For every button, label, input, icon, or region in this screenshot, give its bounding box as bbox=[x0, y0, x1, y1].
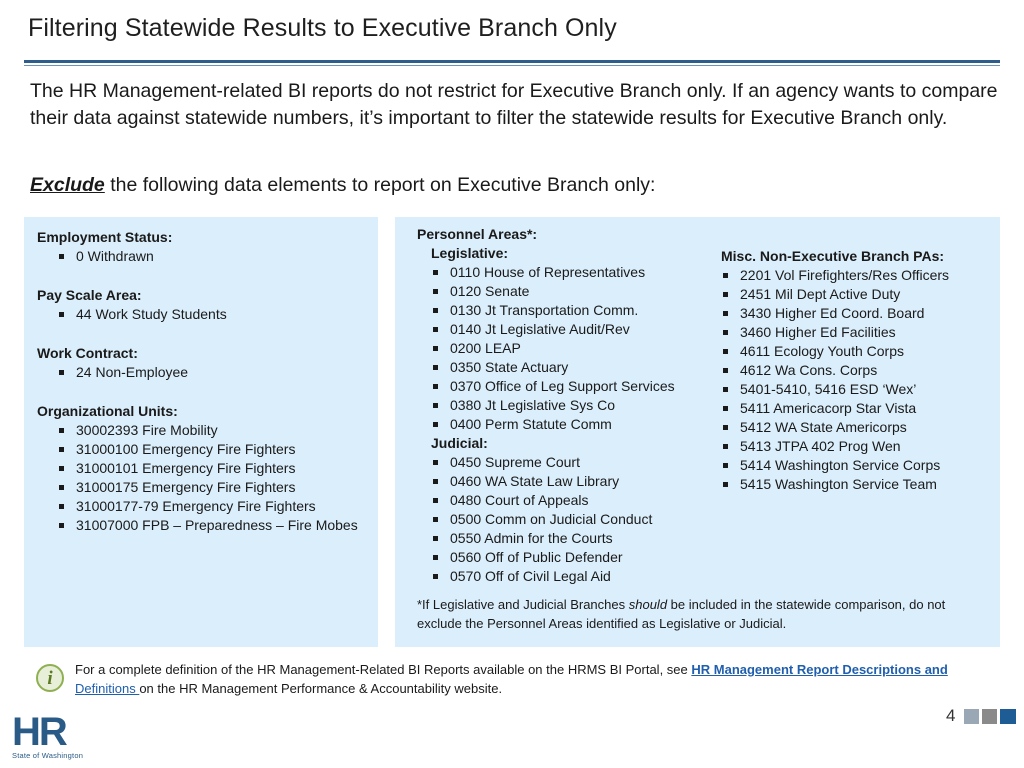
report-descriptions-link[interactable]: HR Management Report Descriptions and bbox=[691, 662, 948, 677]
list-item: 0130 Jt Transportation Comm. bbox=[431, 301, 675, 320]
employment-status-list bbox=[57, 247, 172, 266]
work-contract-list bbox=[57, 363, 188, 382]
judicial-label: Judicial: bbox=[431, 435, 488, 451]
work-contract-section bbox=[37, 344, 188, 382]
misc-pa-list bbox=[721, 266, 949, 494]
exclude-text: the following data elements to report on Executive Branch only: bbox=[104, 174, 656, 196]
list-item: 31000175 Emergency Fire Fighters bbox=[57, 478, 358, 497]
list-item: 31000100 Emergency Fire Fighters bbox=[57, 440, 358, 459]
list-item: 0460 WA State Law Library bbox=[431, 472, 675, 491]
info-icon bbox=[36, 664, 64, 692]
list-item: 2451 Mil Dept Active Duty bbox=[721, 285, 949, 304]
list-item: 4611 Ecology Youth Corps bbox=[721, 342, 949, 361]
pay-scale-area-list bbox=[57, 305, 227, 324]
left-panel bbox=[24, 217, 378, 647]
decorative-square-icon bbox=[964, 709, 979, 724]
list-item: 0450 Supreme Court bbox=[431, 453, 675, 472]
list-item: 0500 Comm on Judicial Conduct bbox=[431, 510, 675, 529]
intro-paragraph: The HR Management-related BI reports do not restrict for Executive Branch only. If an agency wants to compare their data against statewide numbers, it’s important to filter the statewide results for Executive Branch only. bbox=[30, 80, 998, 129]
list-item: 5414 Washington Service Corps bbox=[721, 456, 949, 475]
list-item: 31000177-79 Emergency Fire Fighters bbox=[57, 497, 358, 516]
title-divider-thin bbox=[24, 65, 1000, 66]
right-panel bbox=[395, 217, 1000, 647]
list-item: 0200 LEAP bbox=[431, 339, 675, 358]
list-item: 0380 Jt Legislative Sys Co bbox=[431, 396, 675, 415]
list-item: 44 Work Study Students bbox=[57, 305, 227, 324]
list-item: 0550 Admin for the Courts bbox=[431, 529, 675, 548]
list-item: 2201 Vol Firefighters/Res Officers bbox=[721, 266, 949, 285]
list-item: 5415 Washington Service Team bbox=[721, 475, 949, 494]
list-item: 0120 Senate bbox=[431, 282, 675, 301]
footnote bbox=[417, 595, 987, 633]
definitions-link[interactable]: Definitions bbox=[75, 681, 140, 696]
list-item: 0350 State Actuary bbox=[431, 358, 675, 377]
list-item: 5401-5410, 5416 ESD ‘Wex’ bbox=[721, 380, 949, 399]
employment-status-heading: Employment Status: bbox=[37, 229, 173, 245]
footnote-emphasis: should bbox=[628, 597, 668, 612]
legislative-label: Legislative: bbox=[431, 245, 509, 261]
exclude-instruction bbox=[30, 174, 655, 197]
list-item: 24 Non-Employee bbox=[57, 363, 188, 382]
org-units-heading: Organizational Units: bbox=[37, 403, 178, 419]
org-units-list bbox=[57, 421, 358, 535]
list-item: 0110 House of Representatives bbox=[431, 263, 675, 282]
list-item: 5411 Americacorp Star Vista bbox=[721, 399, 949, 418]
legislative-list bbox=[431, 263, 675, 434]
org-units-section bbox=[37, 402, 358, 535]
list-item: 0140 Jt Legislative Audit/Rev bbox=[431, 320, 675, 339]
pay-scale-area-heading: Pay Scale Area: bbox=[37, 287, 142, 303]
employment-status-section bbox=[37, 228, 172, 266]
list-item: 0 Withdrawn bbox=[57, 247, 172, 266]
exclude-keyword: Exclude bbox=[30, 174, 105, 196]
hr-logo-text: HR bbox=[12, 710, 66, 754]
list-item: 4612 Wa Cons. Corps bbox=[721, 361, 949, 380]
hr-logo bbox=[12, 712, 92, 760]
decorative-square-icon bbox=[982, 709, 997, 724]
work-contract-heading: Work Contract: bbox=[37, 345, 138, 361]
misc-pa-section bbox=[721, 247, 949, 494]
list-item: 5413 JTPA 402 Prog Wen bbox=[721, 437, 949, 456]
judicial-list bbox=[431, 453, 675, 586]
list-item: 30002393 Fire Mobility bbox=[57, 421, 358, 440]
footer-post: on the HR Management Performance & Accountability website. bbox=[139, 681, 503, 696]
list-item: 5412 WA State Americorps bbox=[721, 418, 949, 437]
personnel-areas-heading: Personnel Areas*: bbox=[417, 226, 538, 242]
misc-pa-heading: Misc. Non-Executive Branch PAs: bbox=[721, 248, 945, 264]
list-item: 0560 Off of Public Defender bbox=[431, 548, 675, 567]
list-item: 31007000 FPB – Preparedness – Fire Mobes bbox=[57, 516, 358, 535]
hr-logo-subtitle: State of Washington bbox=[12, 751, 84, 760]
page-number: 4 bbox=[946, 706, 956, 725]
pay-scale-area-section bbox=[37, 286, 227, 324]
list-item: 3460 Higher Ed Facilities bbox=[721, 323, 949, 342]
list-item: 0400 Perm Statute Comm bbox=[431, 415, 675, 434]
footer-pre: For a complete definition of the HR Management-Related BI Reports available on the HRMS BI Portal, see bbox=[75, 662, 692, 677]
personnel-areas-section bbox=[417, 225, 675, 586]
list-item: 31000101 Emergency Fire Fighters bbox=[57, 459, 358, 478]
footnote-post: be included in the statewide comparison, do not exclude the Personnel Areas identified as Legislative or Judicial. bbox=[417, 597, 946, 631]
list-item: 0570 Off of Civil Legal Aid bbox=[431, 567, 675, 586]
footnote-pre: *If Legislative and Judicial Branches bbox=[417, 597, 629, 612]
decorative-square-icon bbox=[1000, 709, 1016, 724]
title-divider bbox=[24, 60, 1000, 63]
list-item: 0370 Office of Leg Support Services bbox=[431, 377, 675, 396]
footer-note bbox=[75, 660, 995, 698]
list-item: 3430 Higher Ed Coord. Board bbox=[721, 304, 949, 323]
list-item: 0480 Court of Appeals bbox=[431, 491, 675, 510]
page-title: Filtering Statewide Results to Executive Branch Only bbox=[28, 14, 617, 42]
